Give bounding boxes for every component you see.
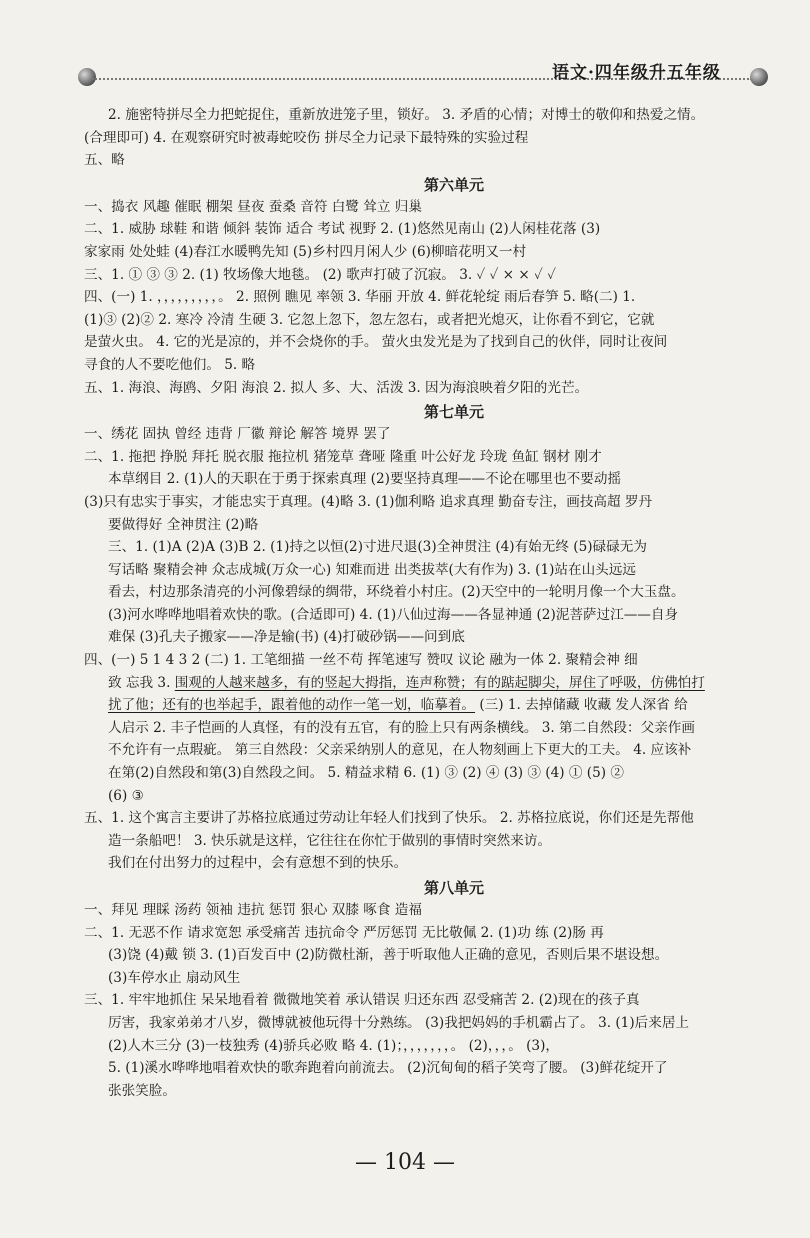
answer-line: 不允许有一点瑕疵。 第三自然段：父亲采纳别人的意见，在人物刻画上下更大的工夫。 4. 应该补	[108, 742, 692, 759]
answer-line: 五、1. 海浪、海鸥、夕阳 海浪 2. 拟人 多、大、活泼 3. 因为海浪映着夕阳的光芒。	[84, 379, 589, 396]
answer-line: 二、1. 无恶不作 请求宽恕 承受痛苦 违抗命令 严厉惩罚 无比敬佩 2. (1)功 练 (2)肠 再	[84, 924, 604, 941]
answer-line: 张张笑脸。	[108, 1082, 176, 1099]
answer-line: 致 忘我 3. 围观的人越来越多，有的竖起大拇指，连声称赞；有的踮起脚尖，屏住了呼吸，仿佛怕打	[108, 674, 705, 691]
header-ornament-left	[78, 68, 96, 86]
answer-line: 二、1. 拖把 挣脱 拜托 脱衣服 拖拉机 猪笼草 聋哑 隆重 叶公好龙 玲珑 鱼缸 钢材 刚才	[84, 448, 602, 465]
unit-title: 第六单元	[423, 175, 484, 194]
answer-line: 2. 施密特拼尽全力把蛇捉住，重新放进笼子里，锁好。 3. 矛盾的心情；对博士的敬仰和热爱之情。	[108, 107, 705, 123]
answer-line: (3)河水哗哗地唱着欢快的歌。(合适即可) 4. (1)八仙过海——各显神通 (2)泥菩萨过江——自身	[108, 606, 679, 623]
answer-line: 在第(2)自然段和第(3)自然段之间。 5. 精益求精 6. (1) ③ (2) ④ (3) ③ (4) ① (5) ②	[108, 765, 624, 782]
answer-line: (1)③ (2)② 2. 寒冷 冷清 生硬 3. 它忽上忽下，忽左忽右，或者把光熄灭，让你看不到它，它就	[84, 311, 655, 328]
answer-line: 我们在付出努力的过程中，会有意想不到的快乐。	[108, 855, 408, 872]
answer-line: 一、捣衣 风趣 催眠 棚架 昼夜 蚕桑 音符 白鹭 耸立 归巢	[84, 198, 422, 215]
answer-line: 三、1. (1)A (2)A (3)B 2. (1)持之以恒(2)寸进尺退(3)全神贯注 (4)有始无终 (5)碌碌无为	[108, 539, 647, 556]
answer-line: (2)人木三分 (3)一枝独秀 (4)骄兵必败 略 4. (1)；，，，，，，，。 (2)，，，。 (3)，	[108, 1037, 559, 1054]
answer-line: (6) ③	[108, 787, 144, 804]
answer-line: 二、1. 威胁 球鞋 和谐 倾斜 装饰 适合 考试 视野 2. (1)悠然见南山 (2)人闲桂花落 (3)	[84, 221, 601, 238]
unit-title: 第八单元	[423, 879, 484, 897]
page-number: — 104 —	[355, 1150, 455, 1175]
answer-line: 造一条船吧！ 3. 快乐就是这样，它往往在你忙于做别的事情时突然来访。	[108, 832, 552, 849]
answer-line: 五、略	[84, 152, 125, 169]
answer-line: (合理即可) 4. 在观察研究时被毒蛇咬伤 拼尽全力记录下最特殊的实验过程	[84, 129, 529, 146]
answer-line: 厉害，我家弟弟才八岁，微博就被他玩得十分熟练。 (3)我把妈妈的手机霸占了。 3. (1)后来居上	[108, 1014, 690, 1031]
answer-line: 写话略 聚精会神 众志成城(万众一心) 知难而进 出类拔萃(大有作为) 3. (1)站在山头远远	[108, 561, 636, 578]
header-ornament-right	[750, 68, 768, 86]
answer-line: 扰了他；还有的也举起手，跟着他的动作一笔一划，临摹着。 (三) 1. 去掉储藏 收藏 发人深省 给	[108, 697, 688, 714]
answer-line: 三、1. 牢牢地抓住 呆呆地看着 微微地笑着 承认错误 归还东西 忍受痛苦 2. (2)现在的孩子真	[84, 992, 640, 1009]
answer-line: (3)车停水止 扇动风生	[108, 969, 241, 986]
answer-line: 四、(一) 5 1 4 3 2 (二) 1. 工笔细描 一丝不苟 挥笔速写 赞叹 议论 融为一体 2. 聚精会神 细	[84, 652, 638, 669]
unit-title: 第七单元	[423, 403, 484, 422]
answer-line: 五、1. 这个寓言主要讲了苏格拉底通过劳动让年轻人们找到了快乐。 2. 苏格拉底说，你们还是先帮他	[84, 810, 694, 827]
header-subject: 语文·四年级升五年级	[552, 63, 721, 83]
answer-line: 一、绣花 固执 曾经 违背 厂徽 辩论 解答 境界 罢了	[84, 426, 391, 443]
answer-line: (3)饶 (4)戴 锁 3. (1)百发百中 (2)防微杜渐，善于听取他人正确的意见，否则后果不堪设想。	[108, 947, 669, 964]
answer-line: 要做得好 全神贯注 (2)略	[108, 516, 259, 533]
answer-line: 人启示 2. 丰子恺画的人真怪，有的没有五官，有的脸上只有两条横线。 3. 第二自然段：父亲作画	[108, 719, 695, 736]
answer-line: (3)只有忠实于事实，才能忠实于真理。(4)略 3. (1)伽利略 追求真理 勤奋专注，画技高超 罗丹	[84, 493, 653, 510]
answer-line: 本草纲目 2. (1)人的天职在于勇于探索真理 (2)要坚持真理——不论在哪里也不要动摇	[108, 471, 622, 488]
answer-line: 难保 (3)孔夫子搬家——净是输(书) (4)打破砂锅——问到底	[108, 629, 465, 646]
answer-line: 家家雨 处处蛙 (4)春江水暖鸭先知 (5)乡村四月闲人少 (6)柳暗花明又一村	[84, 243, 527, 260]
answer-line: 寻食的人不要吃他们。 5. 略	[84, 356, 256, 373]
answer-line: 5. (1)溪水哗哗地唱着欢快的歌奔跑着向前流去。 (2)沉甸甸的稻子笑弯了腰。 (3)鲜花绽开了	[108, 1060, 668, 1077]
answer-line: 是萤火虫。 4. 它的光是凉的，并不会烧你的手。 萤火虫发光是为了找到自己的伙伴，同时让夜间	[84, 334, 668, 351]
answer-content	[84, 104, 784, 1102]
answer-line: 看去，村边那条清亮的小河像碧绿的绸带，环绕着小村庄。(2)天空中的一轮明月像一个大玉盘。	[108, 584, 685, 601]
answer-line: 三、1. ① ③ ③ 2. (1) 牧场像大地毯。 (2) 歌声打破了沉寂。 3. ✓ ✓ × × ✓ ✓	[84, 266, 556, 283]
answer-line: 一、拜见 理睬 汤药 领袖 违抗 惩罚 狠心 双膝 啄食 造福	[84, 902, 422, 918]
answer-line: 四、(一) 1. ，，，，，，，，，。 2. 照例 瞧见 率领 3. 华丽 开放 4. 鲜花轮绽 雨后春笋 5. 略(二) 1.	[84, 289, 636, 306]
